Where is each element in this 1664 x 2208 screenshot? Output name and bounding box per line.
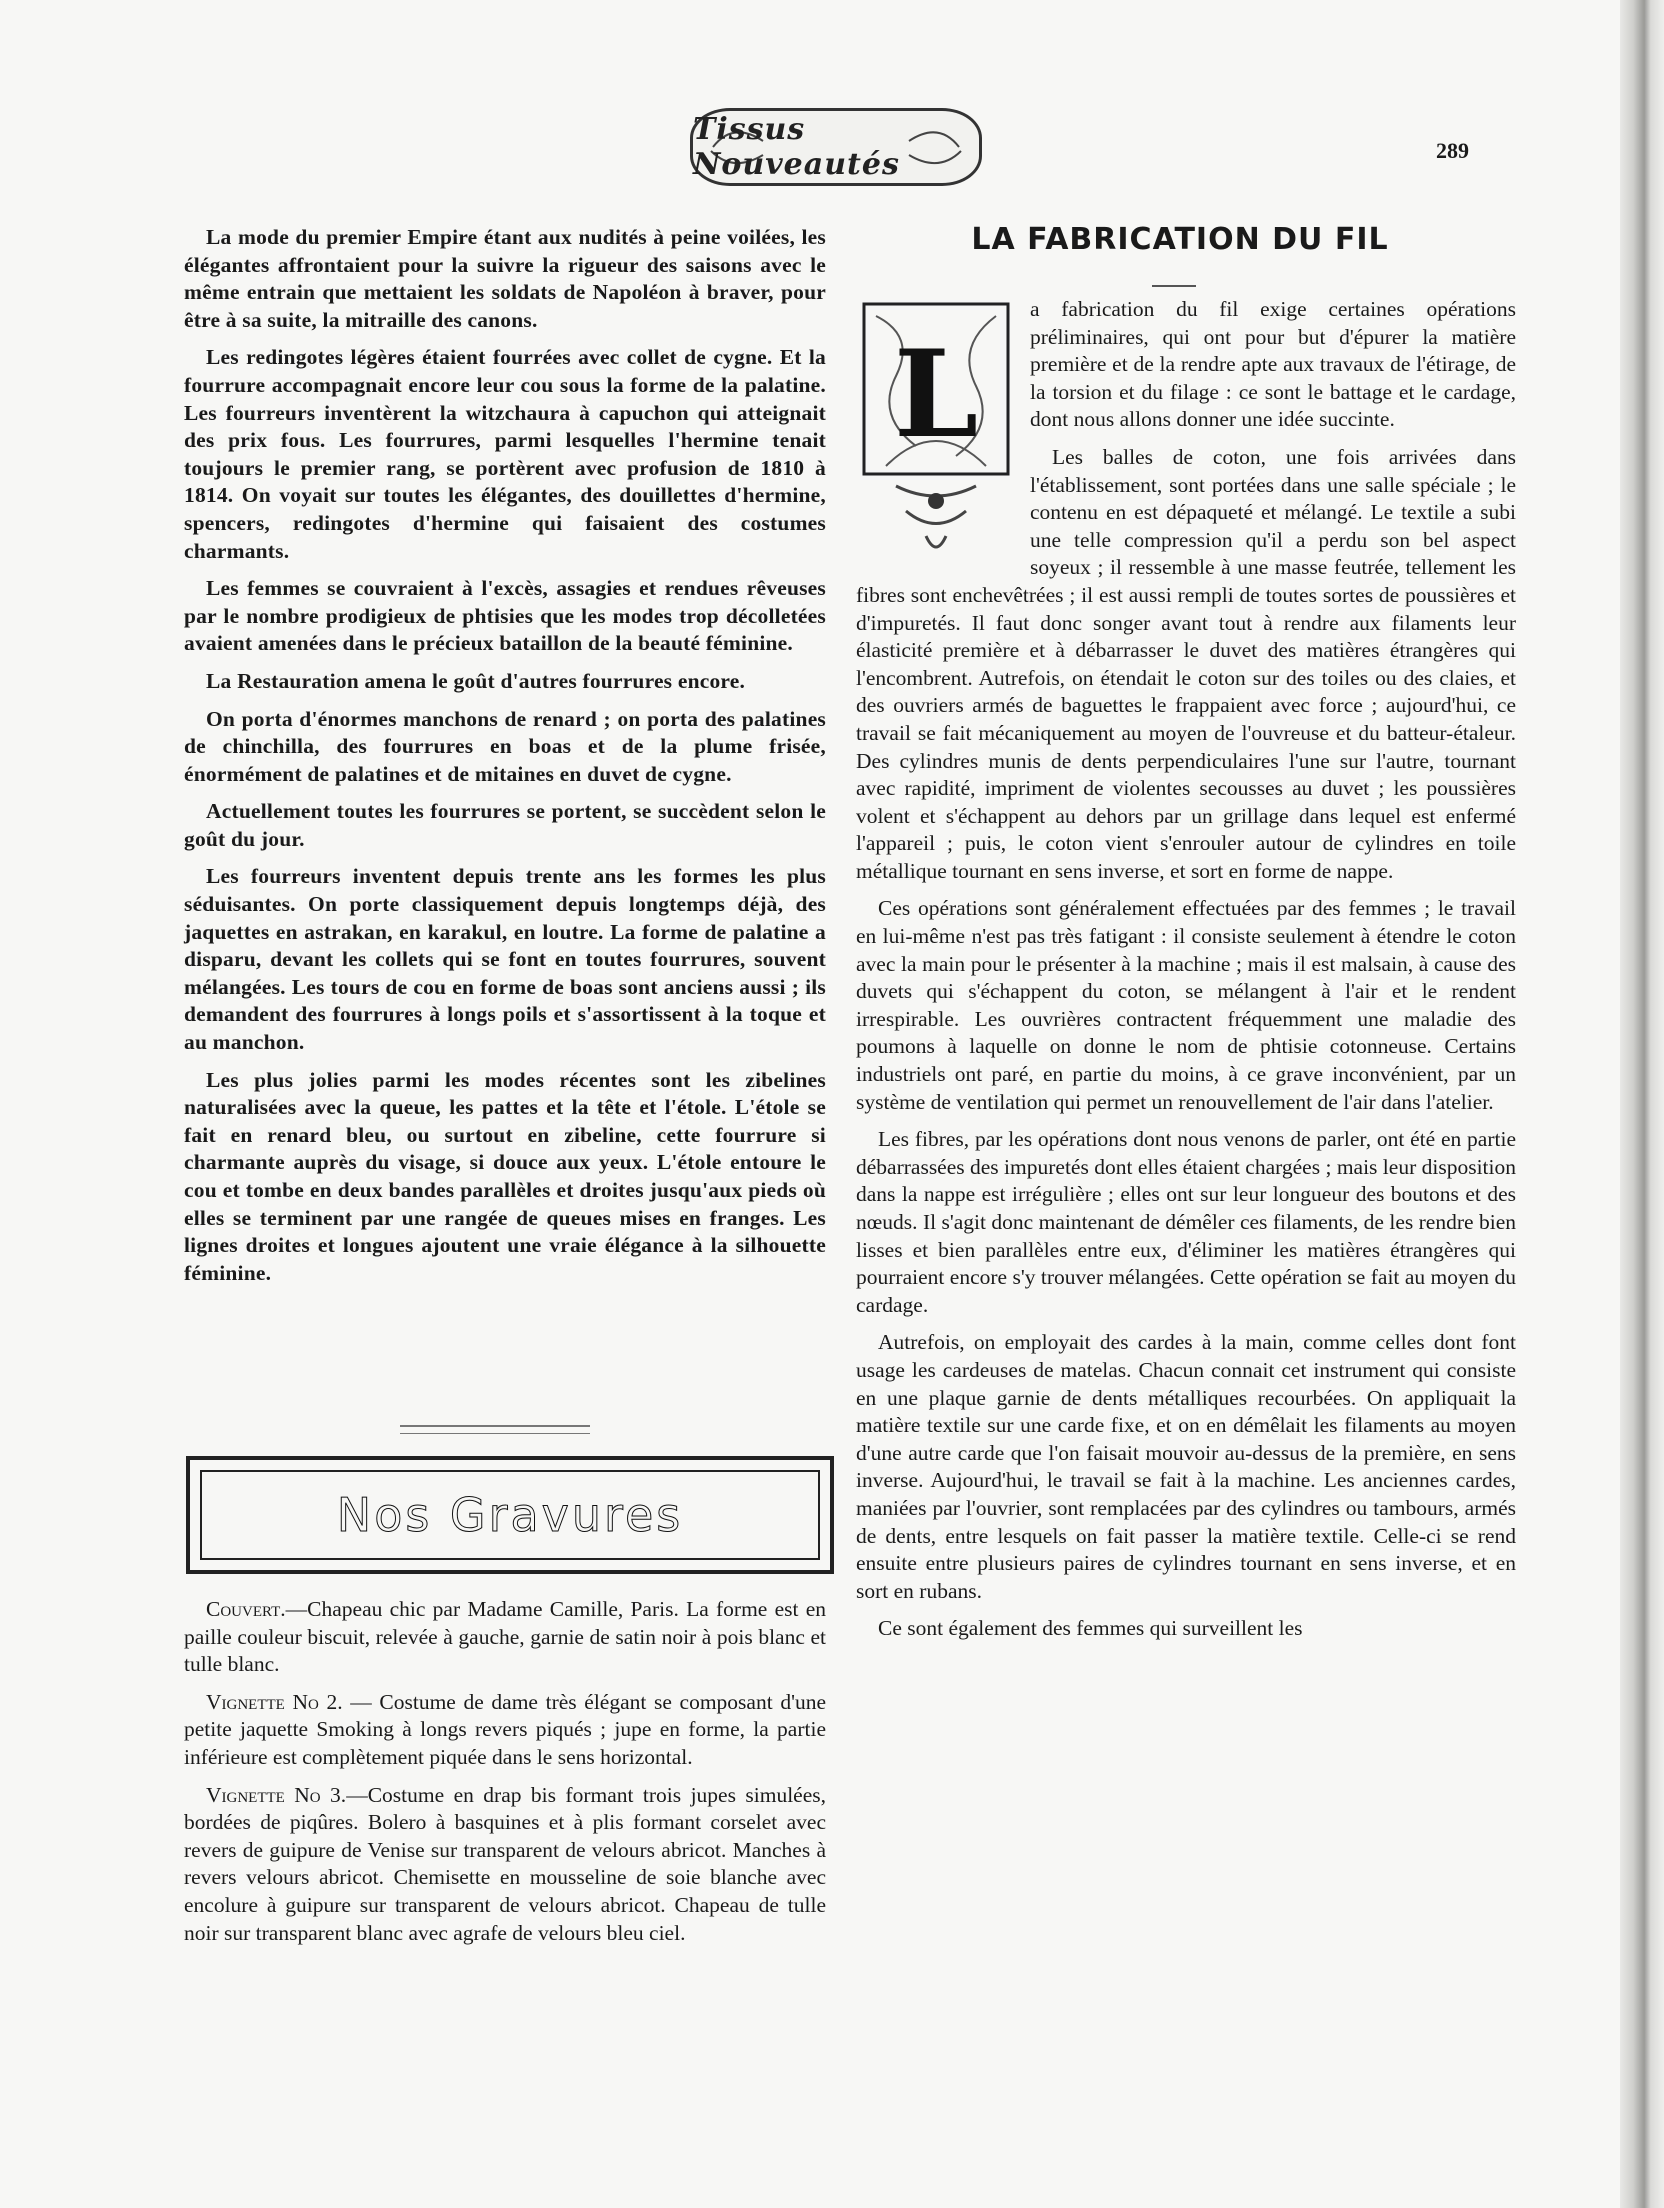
section-divider xyxy=(400,1425,590,1434)
paragraph: Ce sont également des femmes qui surveillent les xyxy=(878,1616,1303,1641)
gravures-title: Nos Gravures xyxy=(336,1488,684,1542)
paragraph: Les femmes se couvraient à l'excès, assagies et rendues rêveuses par le nombre prodigieux de phtisies que les modes trop décolletées avaient amenées dans le précieux bataillon de la beauté féminine. xyxy=(184,576,826,656)
gravures-heading-frame xyxy=(200,1470,820,1560)
gravure-item xyxy=(184,1782,826,1948)
gravure-label: Vignette No 3. xyxy=(206,1782,347,1807)
left-column xyxy=(184,224,826,1297)
gravures-descriptions xyxy=(184,1596,826,1957)
title-rule xyxy=(1152,285,1196,287)
paragraph: Actuellement toutes les fourrures se portent, se succèdent selon le goût du jour. xyxy=(184,799,826,851)
paragraph: La Restauration amena le goût d'autres fourrures encore. xyxy=(206,668,746,693)
paragraph: Les redingotes légères étaient fourrées avec collet de cygne. Et la fourrure accompagnait encore leur cou sous la forme de la palatine. Les fourreurs inventèrent la witzchaura à capuchon qui atteignait des prix fous. Les fourrures, parmi lesquelles l'hermine tenait toujours le premier rang, se portèrent avec profusion de 1810 à 1814. On voyait sur toutes les élégantes, des douillettes d'hermine, spencers, redingotes d'hermine qui faisaient des costumes charmants. xyxy=(184,345,826,563)
masthead-logo xyxy=(690,108,982,186)
gravure-label: Couvert. xyxy=(206,1597,286,1621)
gravure-item xyxy=(184,1689,826,1772)
right-column xyxy=(856,296,1516,1653)
paragraph: Les balles de coton, une fois arrivées dans l'établissement, sont portées dans une salle spéciale ; le contenu en est dépaqueté et mélangé. Le textile a subi une telle compression qu'il a perdu son bel aspect soyeux ; il ressemble à une masse feutrée, tellement les fibres sont enchevêtrées ; il est aussi rempli de toutes sortes de poussières et d'impuretés. Il faut donc songer avant tout à rendre aux filaments leur élasticité première et à débarrasser le duvet des matières étrangères qui l'encombrent. Autrefois, on étendait le coton sur des toiles ou des claies, et des ouvriers armés de baguettes le frappaient avec force ; aujourd'hui, ce travail se fait mécaniquement au moyen de l'ouvreuse et du batteur-étaleur. Des cylindres munis de dents perpendiculaires l'une sur l'autre, tournant avec rapidité, impriment de violentes secousses au duvet ; les poussières volent et s'échappent au dehors par un grillage dans lequel est enfermé l'appareil ; puis, le coton vient s'enrouler autour de cylindres en toile métallique tournant en sens inverse, et sort en forme de nappe. xyxy=(856,444,1516,883)
ornamental-letter-icon xyxy=(856,296,1016,566)
paragraph: Les plus jolies parmi les modes récentes sont les zibelines naturalisées avec la queue, les pattes et la tête et l'étole. L'étole se fait en renard bleu, ou surtout en zibeline, cette fourrure si charmante auprès du visage, si douce aux yeux. L'étole entoure le cou et tombe en deux bandes parallèles et droites jusqu'aux pieds où elles se terminent par une rangée de queues mises en franges. Les lignes droites et longues ajoutent une vraie élégance à la silhouette féminine. xyxy=(184,1067,826,1285)
paragraph: Les fourreurs inventent depuis trente ans les formes les plus séduisantes. On porte classiquement depuis longtemps déjà, des jaquettes en astrakan, en karakul, en loutre. La forme de palatine a disparu, devant les collets qui se font en toutes fourrures, souvent mélangées. Les tours de cou en forme de boas sont anciens aussi ; ils demandent des fourrures à longs poils et s'assortissent à la toque et au manchon. xyxy=(184,864,826,1055)
ornamental-drop-cap xyxy=(856,296,1016,566)
paragraph: La mode du premier Empire étant aux nudités à peine voilées, les élégantes affrontaient pour la suivre la rigueur des saisons avec le même entrain que mettaient les soldats de Napoléon à braver, pour être à sa suite, la mitraille des canons. xyxy=(184,225,826,332)
gravure-item xyxy=(184,1596,826,1679)
gravures-heading-box xyxy=(186,1456,834,1574)
paragraph: Ces opérations sont généralement effectuées par des femmes ; le travail en lui-même n'est pas très fatigant : il consiste seulement à étendre le coton avec la main pour le présenter à la machine ; mais il est malsain, à cause des duvets qui s'échappent du coton, se mélangent à l'air et le rendent irrespirable. Les ouvrières contractent fréquemment une maladie des poumons à laquelle on donne le nom de phtisie cotonneuse. Certains industriels ont paré, en partie du moins, à ce grave inconvénient, par un système de ventilation qui permet un renouvellement de l'air dans l'atelier. xyxy=(856,896,1516,1114)
paragraph: On porta d'énormes manchons de renard ; on porta des palatines de chinchilla, des fourrures en boas et de la plume frisée, énormément de palatines et de mitaines en duvet de cygne. xyxy=(184,706,826,786)
gravure-text: —Chapeau chic par Madame Camille, Paris. La forme est en paille couleur biscuit, relevée à gauche, garnie de satin noir à pois blanc et tulle blanc. xyxy=(184,1597,826,1677)
article-title: LA FABRICATION DU FIL xyxy=(971,222,1389,257)
paragraph: Les fibres, par les opérations dont nous venons de parler, ont été en partie débarrassées des impuretés dont elles étaient chargées ; mais leur disposition dans la nappe est irrégulière ; elles ont sur leur longueur des boutons et des nœuds. Il s'agit donc maintenant de démêler ces filaments, de les rendre bien lisses et bien parallèles entre eux, d'éliminer les matières étrangères qui pourraient encore s'y trouver mélangées. Cette opération se fait au moyen du cardage. xyxy=(856,1127,1516,1317)
gravure-text: — Costume de dame très élégant se composant d'une petite jaquette Smoking à longs revers piqués ; jupe en forme, la partie inférieure est complètement piquée dans le sens horizontal. xyxy=(184,1689,826,1769)
masthead-text: Tissus Nouveautés xyxy=(693,112,900,182)
drop-cap-letter: L xyxy=(893,324,979,465)
paragraph: a fabrication du fil exige certaines opérations préliminaires, qui ont pour but d'épurer la matière première et de la rendre apte aux travaux de l'étirage, de la torsion et du filage : ce sont le battage et le cardage, dont nous allons donner une idée succinte. xyxy=(1030,297,1516,432)
gravure-label: Vignette No 2. xyxy=(206,1689,343,1714)
gravure-text: —Costume en drap bis formant trois jupes simulées, bordées de piqûres. Bolero à basquines et à plis formant corselet avec revers de guipure de Venise sur transparent de velours abricot. Manches à revers velours abricot. Chemisette en mousseline de soie blanche avec encolure à guipure sur transparent de velours abricot. Chapeau de tulle noir sur transparent blanc avec agrafe de velours bleu ciel. xyxy=(184,1782,827,1945)
page-number: 289 xyxy=(1436,138,1469,163)
paragraph: Autrefois, on employait des cardes à la main, comme celles dont font usage les cardeuses de matelas. Chacun connait cet instrument qui consiste en une plaque garnie de dents métalliques recourbées. On appliquait la matière textile sur une carde fixe, et on en démêlait les filaments au moyen d'une autre carde que l'on faisait mouvoir au-dessus de la première, en sens inverse. Aujourd'hui, le travail se fait à la machine. Les anciennes cardes, maniées par l'ouvrier, sont remplacées par des cylindres ou tambours, armés de dents, entre lesquels on fait passer la matière textile. Celle-ci se rend ensuite entre plusieurs paires de cylindres tournant en sens inverse, et en sort en rubans. xyxy=(856,1330,1516,1603)
page-edge xyxy=(1620,0,1664,2208)
